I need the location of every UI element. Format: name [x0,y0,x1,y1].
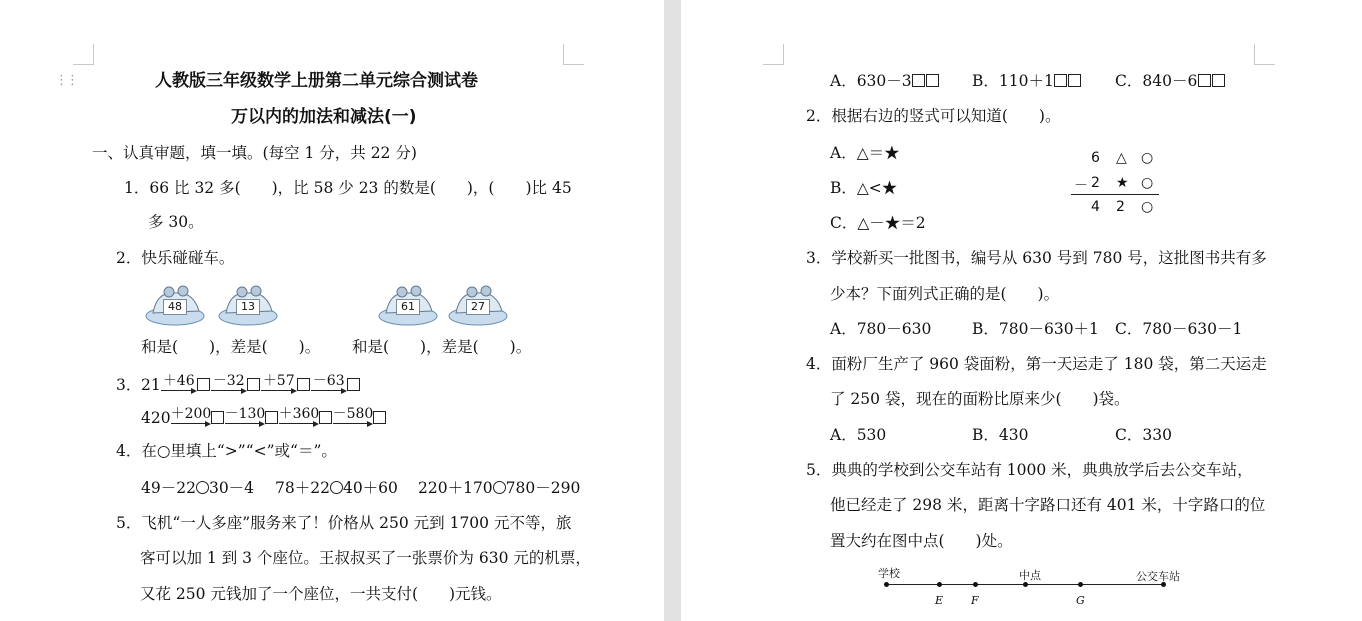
expr-right: 780－290 [505,479,581,497]
q2-option-c: C．△－★＝2 [830,214,926,232]
q4-option-a: A．530 [830,426,887,444]
crop-mark [1254,44,1275,65]
q1-line2: 多 30。 [148,213,204,231]
answer-box [1068,74,1081,87]
step-label: －63 [312,373,345,389]
q5-line2: 他已经走了 298 米，距离十字路口还有 401 米，十字路口的位 [830,496,1266,514]
q5-line1: 5．飞机“一人多座”服务来了！价格从 250 元到 1700 元不等，旅 [116,514,572,532]
car-number: 61 [396,299,420,315]
point-school [884,582,889,587]
label-midpoint: 中点 [1019,569,1041,582]
chain-start: 420 [141,409,171,427]
bumper-car-illustration [448,283,510,331]
q4-item [275,479,398,497]
arrow-step [211,373,247,394]
answer-box [1198,74,1211,87]
label-bus-stop: 公交车站 [1136,570,1180,583]
digit: 2 [1116,199,1125,215]
q3-chain-2 [141,406,387,427]
section-heading: 一、认真审题，填一填。(每空 1 分，共 22 分) [92,144,417,162]
crop-mark [763,44,784,65]
car-number: 13 [236,299,260,315]
label-f: F [971,594,979,607]
q1-line1: 1．66 比 32 多( )，比 58 少 23 的数是( )，( )比 45 [124,179,572,197]
q4-stem: 4．在○里填上“>”“<”或“＝”。 [116,442,337,460]
q3-option-a: A．780－630 [830,320,932,338]
car-number: 27 [466,299,490,315]
bumper-car-illustration [218,283,280,331]
option-text: A．630－3 [830,72,912,90]
arrow-step [278,406,320,427]
q3-option-b: B．780－630＋1 [972,320,1099,338]
car-number: 48 [163,299,187,315]
drag-handle-icon[interactable]: ⋮⋮ [55,73,77,88]
digit: ○ [1141,175,1154,191]
label-e: E [935,594,944,607]
document-page-left [0,0,664,621]
chain-start: 21 [141,376,161,394]
sum-line [1071,194,1159,195]
answer-box [1054,74,1067,87]
q5-line1: 5．典典的学校到公交车站有 1000 米，典典放学后去公交车站， [806,461,1253,479]
q3-line2: 少本？下面列式正确的是( )。 [830,285,1060,303]
expr-right: 40＋60 [342,479,398,497]
crop-mark [563,44,584,65]
expr-left: 220＋170 [418,479,493,497]
digit: ★ [1116,175,1129,191]
step-label: ＋200 [170,406,212,422]
q4-option-b: B．430 [972,426,1029,444]
bumper-car-illustration [378,283,440,331]
point-g [1078,582,1083,587]
step-label: ＋46 [162,373,195,389]
digit: 2 [1091,175,1100,191]
bumper-car-illustration [145,283,207,331]
expr-left: 78＋22 [275,479,330,497]
option-text: C．840－6 [1115,72,1198,90]
q1-option-c [1115,72,1225,90]
answer-box[interactable] [197,378,210,391]
arrow-step [332,406,374,427]
compare-circle[interactable] [330,481,343,494]
q4-option-c: C．330 [1115,426,1172,444]
label-school: 学校 [878,567,900,580]
answer-box[interactable] [297,378,310,391]
step-label: －32 [212,373,245,389]
arrow-step [161,373,197,394]
q2-stem: 2．根据右边的竖式可以知道( )。 [806,107,1061,125]
expr-left: 49－22 [141,479,196,497]
q2-answer-a: 和是( )，差是( )。 [141,338,321,356]
label-g: G [1076,594,1085,607]
step-label: －130 [224,406,266,422]
q5-line3: 又花 250 元钱加了一个座位，一共支付( )元钱。 [140,585,502,603]
document-title: 人教版三年级数学上册第二单元综合测试卷 [155,71,478,91]
step-label: －580 [332,406,374,422]
compare-circle[interactable] [493,481,506,494]
q2-stem: 2．快乐碰碰车。 [116,249,235,267]
answer-box [1212,74,1225,87]
expr-right: 30－4 [208,479,255,497]
answer-box[interactable] [319,411,332,424]
answer-box[interactable] [247,378,260,391]
q4-line2: 了 250 袋，现在的面粉比原来少( )袋。 [830,390,1130,408]
page-gutter [664,0,681,621]
minus-sign: － [1074,178,1088,194]
answer-box[interactable] [347,378,360,391]
q1-option-a [830,72,940,90]
document-page-right [681,0,1362,621]
arrow-step [224,406,266,427]
document-subtitle: 万以内的加法和减法(一) [231,107,417,127]
answer-box[interactable] [211,411,224,424]
crop-mark [73,44,94,65]
digit: 4 [1091,199,1100,215]
point-e [937,582,942,587]
q2-answer-b: 和是( )，差是( )。 [352,338,532,356]
q2-option-b: B．△<★ [830,179,898,197]
arrow-step [170,406,212,427]
q3-option-c: C．780－630－1 [1115,320,1243,338]
answer-box[interactable] [373,411,386,424]
q2-option-a: A．△＝★ [830,144,900,162]
digit: ○ [1141,150,1154,166]
digit: ○ [1141,199,1154,215]
q3-label: 3． [116,376,142,394]
q4-line1: 4．面粉厂生产了 960 袋面粉，第一天运走了 180 袋，第二天运走 [806,355,1267,373]
digit: 6 [1091,150,1100,166]
q4-item [418,479,580,497]
step-label: ＋360 [278,406,320,422]
option-text: B．110＋1 [972,72,1054,90]
answer-box [912,74,925,87]
step-label: ＋57 [262,373,295,389]
q3-line1: 3．学校新买一批图书，编号从 630 号到 780 号，这批图书共有多 [806,249,1267,267]
q5-line2: 客可以加 1 到 3 个座位。王叔叔买了一张票价为 630 元的机票， [140,549,591,567]
q1-option-b [972,72,1082,90]
arrow-step [311,373,347,394]
compare-circle[interactable] [196,481,209,494]
answer-box [926,74,939,87]
q4-item [141,479,254,497]
q5-line3: 置大约在图中点( )处。 [830,532,1013,550]
answer-box[interactable] [265,411,278,424]
point-f [973,582,978,587]
arrow-step [261,373,297,394]
digit: △ [1116,150,1127,166]
q3-chain-1 [141,373,361,394]
